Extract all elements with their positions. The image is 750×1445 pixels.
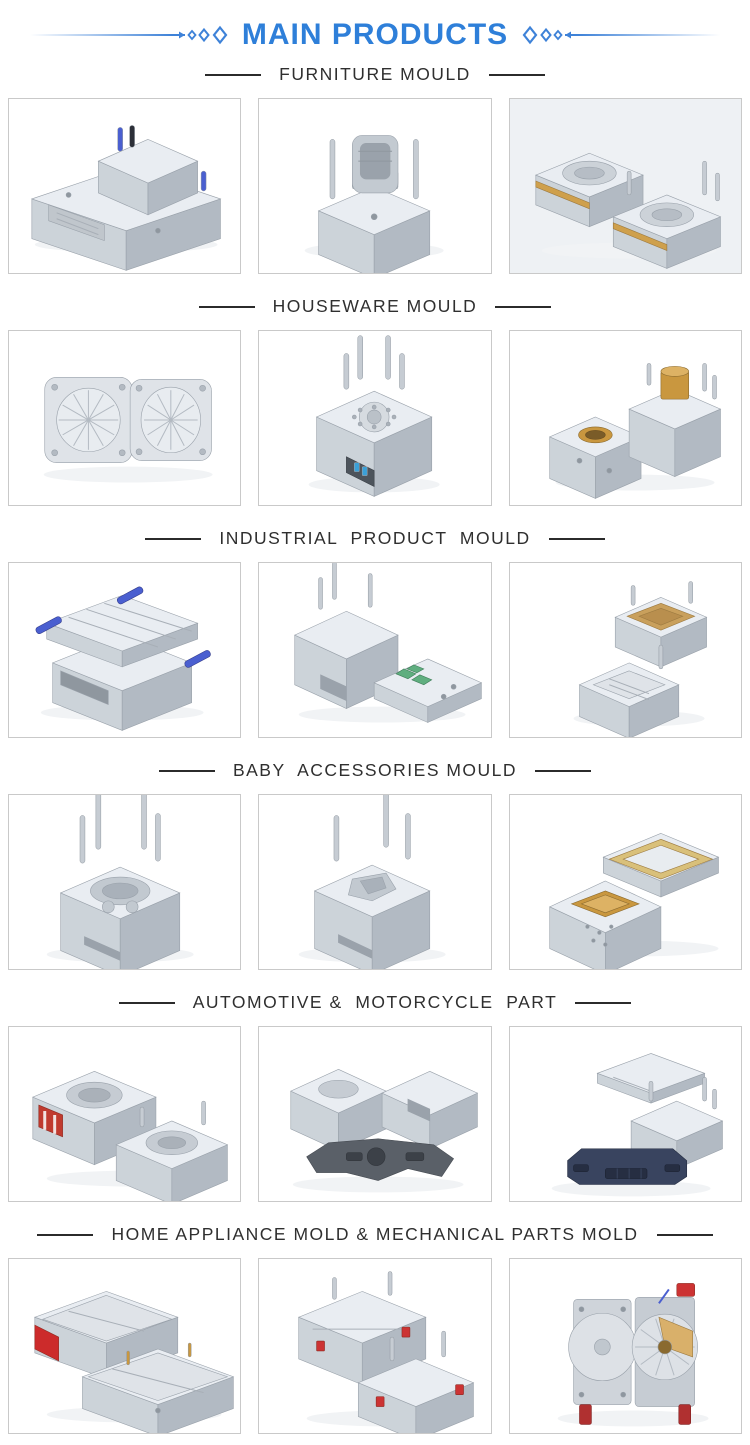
product-grid — [0, 562, 750, 738]
title-right-line — [578, 34, 720, 36]
header-left-dash — [37, 1234, 93, 1236]
product-image — [509, 330, 742, 506]
section-header — [0, 760, 750, 781]
header-left-dash — [205, 74, 261, 76]
section-header — [0, 296, 750, 317]
section-automotive-motorcycle-part — [0, 992, 750, 1202]
mould-illustration — [259, 331, 490, 505]
section-header — [0, 64, 750, 85]
mould-illustration — [9, 1259, 240, 1433]
page-title: MAIN PRODUCTS — [241, 18, 509, 51]
mould-illustration — [9, 331, 240, 505]
product-image — [258, 794, 491, 970]
mould-illustration — [9, 1027, 240, 1201]
header-left-dash — [159, 770, 215, 772]
product-image — [509, 1258, 742, 1434]
product-grid — [0, 1258, 750, 1434]
diamond-decoration-icon — [172, 24, 234, 46]
mould-illustration — [9, 563, 240, 737]
product-image — [509, 98, 742, 274]
product-image — [258, 562, 491, 738]
mould-illustration — [9, 99, 240, 273]
product-image — [258, 1258, 491, 1434]
mould-illustration — [259, 99, 490, 273]
section-furniture-mould — [0, 64, 750, 274]
section-title: INDUSTRIAL PRODUCT MOULD — [219, 528, 531, 548]
section-houseware-mould — [0, 296, 750, 506]
product-grid — [0, 330, 750, 506]
section-baby-accessories-mould — [0, 760, 750, 970]
product-image — [258, 330, 491, 506]
header-right-dash — [549, 538, 605, 540]
product-image — [509, 1026, 742, 1202]
mould-illustration — [510, 563, 741, 737]
mould-illustration — [259, 563, 490, 737]
mould-illustration — [510, 795, 741, 969]
mould-illustration — [9, 795, 240, 969]
mould-illustration — [510, 1259, 741, 1433]
product-image — [8, 98, 241, 274]
section-title: FURNITURE MOULD — [279, 64, 471, 84]
section-title: HOME APPLIANCE MOLD & MECHANICAL PARTS MOLD — [111, 1224, 639, 1244]
header-right-dash — [495, 306, 551, 308]
section-home-appliance-mechanical-mold — [0, 1224, 750, 1434]
section-header — [0, 528, 750, 549]
product-image — [8, 1258, 241, 1434]
diamond-decoration-icon — [516, 24, 578, 46]
section-title: AUTOMOTIVE & MOTORCYCLE PART — [192, 992, 558, 1012]
section-title: BABY ACCESSORIES MOULD — [232, 760, 518, 780]
product-image — [509, 562, 742, 738]
header-right-dash — [657, 1234, 713, 1236]
header-right-dash — [575, 1002, 631, 1004]
header-left-dash — [145, 538, 201, 540]
header-left-dash — [119, 1002, 175, 1004]
product-grid — [0, 794, 750, 970]
main-title-row — [0, 14, 750, 56]
title-left-line — [30, 34, 172, 36]
section-header — [0, 992, 750, 1013]
product-image — [8, 330, 241, 506]
product-image — [258, 98, 491, 274]
product-image — [8, 1026, 241, 1202]
mould-illustration — [259, 1027, 490, 1201]
mould-illustration — [259, 795, 490, 969]
header-right-dash — [535, 770, 591, 772]
header-right-dash — [489, 74, 545, 76]
section-title: HOUSEWARE MOULD — [272, 296, 478, 316]
product-image — [509, 794, 742, 970]
section-industrial-product-mould — [0, 528, 750, 738]
product-image — [8, 562, 241, 738]
product-grid — [0, 98, 750, 274]
mould-illustration — [510, 331, 741, 505]
section-header — [0, 1224, 750, 1245]
product-image — [8, 794, 241, 970]
mould-illustration — [510, 1027, 741, 1201]
header-left-dash — [199, 306, 255, 308]
product-image — [258, 1026, 491, 1202]
mould-illustration — [259, 1259, 490, 1433]
product-grid — [0, 1026, 750, 1202]
mould-illustration — [510, 99, 741, 273]
